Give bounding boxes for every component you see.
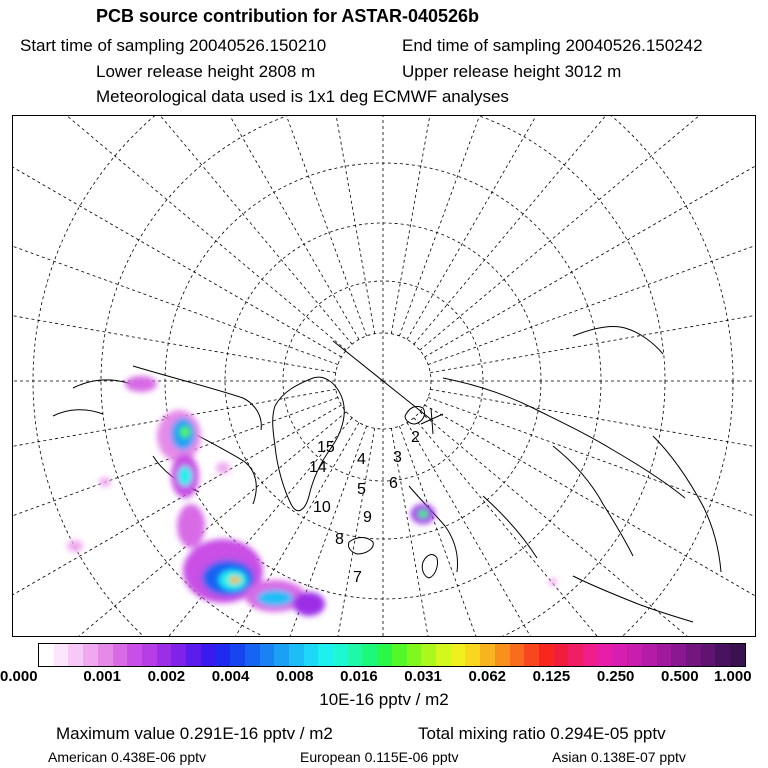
- color-scale-tick-label: 0.031: [404, 668, 442, 685]
- color-scale-cell: [68, 644, 83, 666]
- meridian-line: [13, 116, 346, 350]
- lower-height-caption: Lower release height: [96, 62, 254, 81]
- color-scale-cell: [554, 644, 569, 666]
- kamchatka-coast: [573, 326, 663, 354]
- asian-value: 0.138E-07 pptv: [590, 749, 686, 765]
- end-time-value: 20040526.150242: [565, 36, 703, 55]
- color-scale-cell: [612, 644, 627, 666]
- color-scale-cell: [465, 644, 480, 666]
- meridian-line: [428, 142, 755, 365]
- meridian-line: [144, 116, 367, 336]
- color-scale-cell: [524, 644, 539, 666]
- color-scale-cell: [171, 644, 186, 666]
- trajectory-day-label: 7: [353, 569, 362, 586]
- color-scale-unit: 10E-16 pptv / m2: [319, 690, 449, 709]
- plume-blob: [418, 510, 428, 518]
- trajectory-day-label: 9: [363, 509, 372, 526]
- color-scale-cell: [451, 644, 466, 666]
- siberia-coast: [443, 378, 685, 556]
- european-caption: European: [300, 749, 361, 765]
- meridian-line: [261, 116, 374, 334]
- color-scale-tick-label: 0.250: [596, 668, 635, 685]
- map-canvas: [13, 116, 755, 636]
- total-mixing-ratio-number: 0.294E-05 pptv: [550, 724, 666, 743]
- color-scale-cell: [627, 644, 642, 666]
- color-scale-cell: [260, 644, 275, 666]
- american-value: 0.438E-06 pptv: [111, 749, 206, 765]
- upper-height-label: [402, 62, 621, 82]
- european-contribution: [300, 749, 459, 765]
- color-scale-cell: [510, 644, 525, 666]
- color-scale-cell: [642, 644, 657, 666]
- alaska-coast: [53, 380, 131, 416]
- color-scale-cell: [245, 644, 260, 666]
- american-caption: American: [48, 749, 108, 765]
- trajectory-day-label: 15: [317, 439, 335, 456]
- plume-blob: [229, 576, 241, 584]
- plume-blob: [257, 590, 293, 606]
- meridian-line: [430, 259, 755, 372]
- color-scale-cell: [436, 644, 451, 666]
- color-scale-cell: [98, 644, 113, 666]
- meridian-line: [414, 418, 755, 636]
- color-scale-tick-label: 0.000: [0, 668, 38, 685]
- color-scale-tick-label: 0.125: [532, 668, 571, 685]
- plume-blob: [293, 592, 325, 616]
- meridian-line: [33, 116, 359, 339]
- plume-blob: [177, 504, 205, 548]
- color-scale-cell: [230, 644, 245, 666]
- trajectory-day-label: 14: [309, 459, 327, 476]
- trajectory-labels: [309, 429, 420, 586]
- color-scale-cell: [598, 644, 613, 666]
- maximum-value: [56, 724, 333, 744]
- color-scale-cell: [186, 644, 201, 666]
- color-scale-cell: [671, 644, 686, 666]
- color-scale-cell: [333, 644, 348, 666]
- color-scale-cell: [274, 644, 289, 666]
- color-scale-tick-label: 0.016: [340, 668, 378, 685]
- color-scale-cell: [377, 644, 392, 666]
- color-scale-cell: [407, 644, 422, 666]
- color-scale-cell: [392, 644, 407, 666]
- end-time-label: [402, 36, 703, 56]
- color-scale-cell: [83, 644, 98, 666]
- color-scale-cell: [686, 644, 701, 666]
- color-scale-cell: [657, 644, 672, 666]
- meridian-line: [428, 397, 755, 620]
- color-scale-cell: [362, 644, 377, 666]
- color-scale-cell: [495, 644, 510, 666]
- trajectory-day-label: 3: [393, 449, 402, 466]
- meridian-lines: [13, 116, 755, 636]
- trajectory-day-label: 5: [357, 481, 366, 498]
- plume-blob: [99, 477, 111, 487]
- trajectory-day-label: 8: [335, 531, 344, 548]
- color-scale-cell: [715, 644, 730, 666]
- color-scale-cell: [127, 644, 142, 666]
- meridian-line: [430, 389, 755, 502]
- trajectory-day-label: 2: [411, 429, 420, 446]
- color-scale-cell: [39, 644, 54, 666]
- meridian-line: [13, 142, 338, 365]
- asian-caption: Asian: [552, 749, 588, 765]
- color-scale-cell: [539, 644, 554, 666]
- start-time-value: 20040526.150210: [189, 36, 327, 55]
- plume-blob: [216, 462, 230, 474]
- meridian-line: [420, 412, 755, 636]
- meridian-line: [420, 116, 755, 350]
- european-value: 0.115E-06 pptv: [364, 749, 459, 765]
- color-scale-cell: [113, 644, 128, 666]
- trajectory-day-label: 10: [313, 499, 331, 516]
- meridian-line: [414, 116, 755, 344]
- color-scale-cell: [730, 644, 745, 666]
- meteorological-data-note: Meteorological data used is 1x1 deg ECMWF analyses: [96, 87, 509, 106]
- color-scale-tick-label: 0.001: [83, 668, 121, 685]
- color-scale-tick-label: 1.000: [714, 668, 752, 685]
- total-mixing-ratio: [418, 724, 666, 744]
- color-scale-cell: [142, 644, 157, 666]
- meridian-line: [399, 116, 622, 336]
- color-scale-cell: [568, 644, 583, 666]
- meridian-line: [399, 426, 622, 636]
- color-scale-cell: [583, 644, 598, 666]
- plume-blob: [178, 466, 192, 486]
- color-scale-cell: [157, 644, 172, 666]
- plume-blob: [180, 426, 190, 438]
- lower-height-value: 2808 m: [258, 62, 316, 81]
- color-scale-cell: [289, 644, 304, 666]
- polar-map: [12, 115, 756, 637]
- maximum-value-number: 0.291E-16 pptv / m2: [179, 724, 333, 743]
- trajectory-day-label: 6: [389, 475, 398, 492]
- color-scale-tick-label: 0.500: [661, 668, 699, 685]
- upper-height-value: 3012 m: [564, 62, 622, 81]
- color-scale-cell: [215, 644, 230, 666]
- page-title: PCB source contribution for ASTAR-040526b: [96, 6, 480, 26]
- color-scale-tick-label: 0.004: [211, 668, 250, 685]
- color-scale-cell: [701, 644, 716, 666]
- iceland-coast: [348, 538, 373, 555]
- color-scale-tick-label: 0.002: [147, 668, 186, 685]
- total-mixing-ratio-caption: Total mixing ratio: [418, 724, 546, 743]
- meridian-line: [13, 116, 341, 357]
- start-time-caption: Start time of sampling: [20, 36, 185, 55]
- upper-height-caption: Upper release height: [402, 62, 560, 81]
- color-scale-cell: [201, 644, 216, 666]
- meridian-line: [425, 405, 755, 636]
- meridian-line: [407, 423, 733, 636]
- color-scale-tick-label: 0.062: [468, 668, 507, 685]
- color-scale-bar: [38, 643, 746, 667]
- plume-blob: [67, 540, 83, 552]
- meridian-line: [13, 259, 336, 372]
- scandinavia-coast: [409, 486, 537, 572]
- color-scale-cell: [304, 644, 319, 666]
- trajectory-day-label: 4: [357, 451, 366, 468]
- color-scale-tick-label: 0.008: [275, 668, 314, 685]
- meridian-line: [407, 116, 733, 339]
- asian-contribution: [552, 749, 686, 765]
- maximum-value-caption: Maximum value: [56, 724, 176, 743]
- american-contribution: [48, 749, 206, 765]
- meridian-line: [13, 116, 352, 344]
- britain-coast: [422, 555, 437, 578]
- asia-coast: [573, 436, 721, 622]
- end-time-caption: End time of sampling: [402, 36, 561, 55]
- color-scale-cell: [54, 644, 69, 666]
- start-time-label: [20, 36, 326, 56]
- color-scale-cell: [421, 644, 436, 666]
- meridian-line: [391, 428, 504, 636]
- meridian-line: [425, 116, 755, 357]
- color-scale-cell: [480, 644, 495, 666]
- plume-blob: [125, 376, 157, 392]
- coastlines: [53, 326, 721, 622]
- color-scale-cell: [318, 644, 333, 666]
- pole-marker: [333, 341, 433, 421]
- color-scale-ticks: [0, 668, 768, 688]
- plume-blob: [549, 578, 557, 586]
- lower-height-label: [96, 62, 315, 82]
- color-scale-cell: [348, 644, 363, 666]
